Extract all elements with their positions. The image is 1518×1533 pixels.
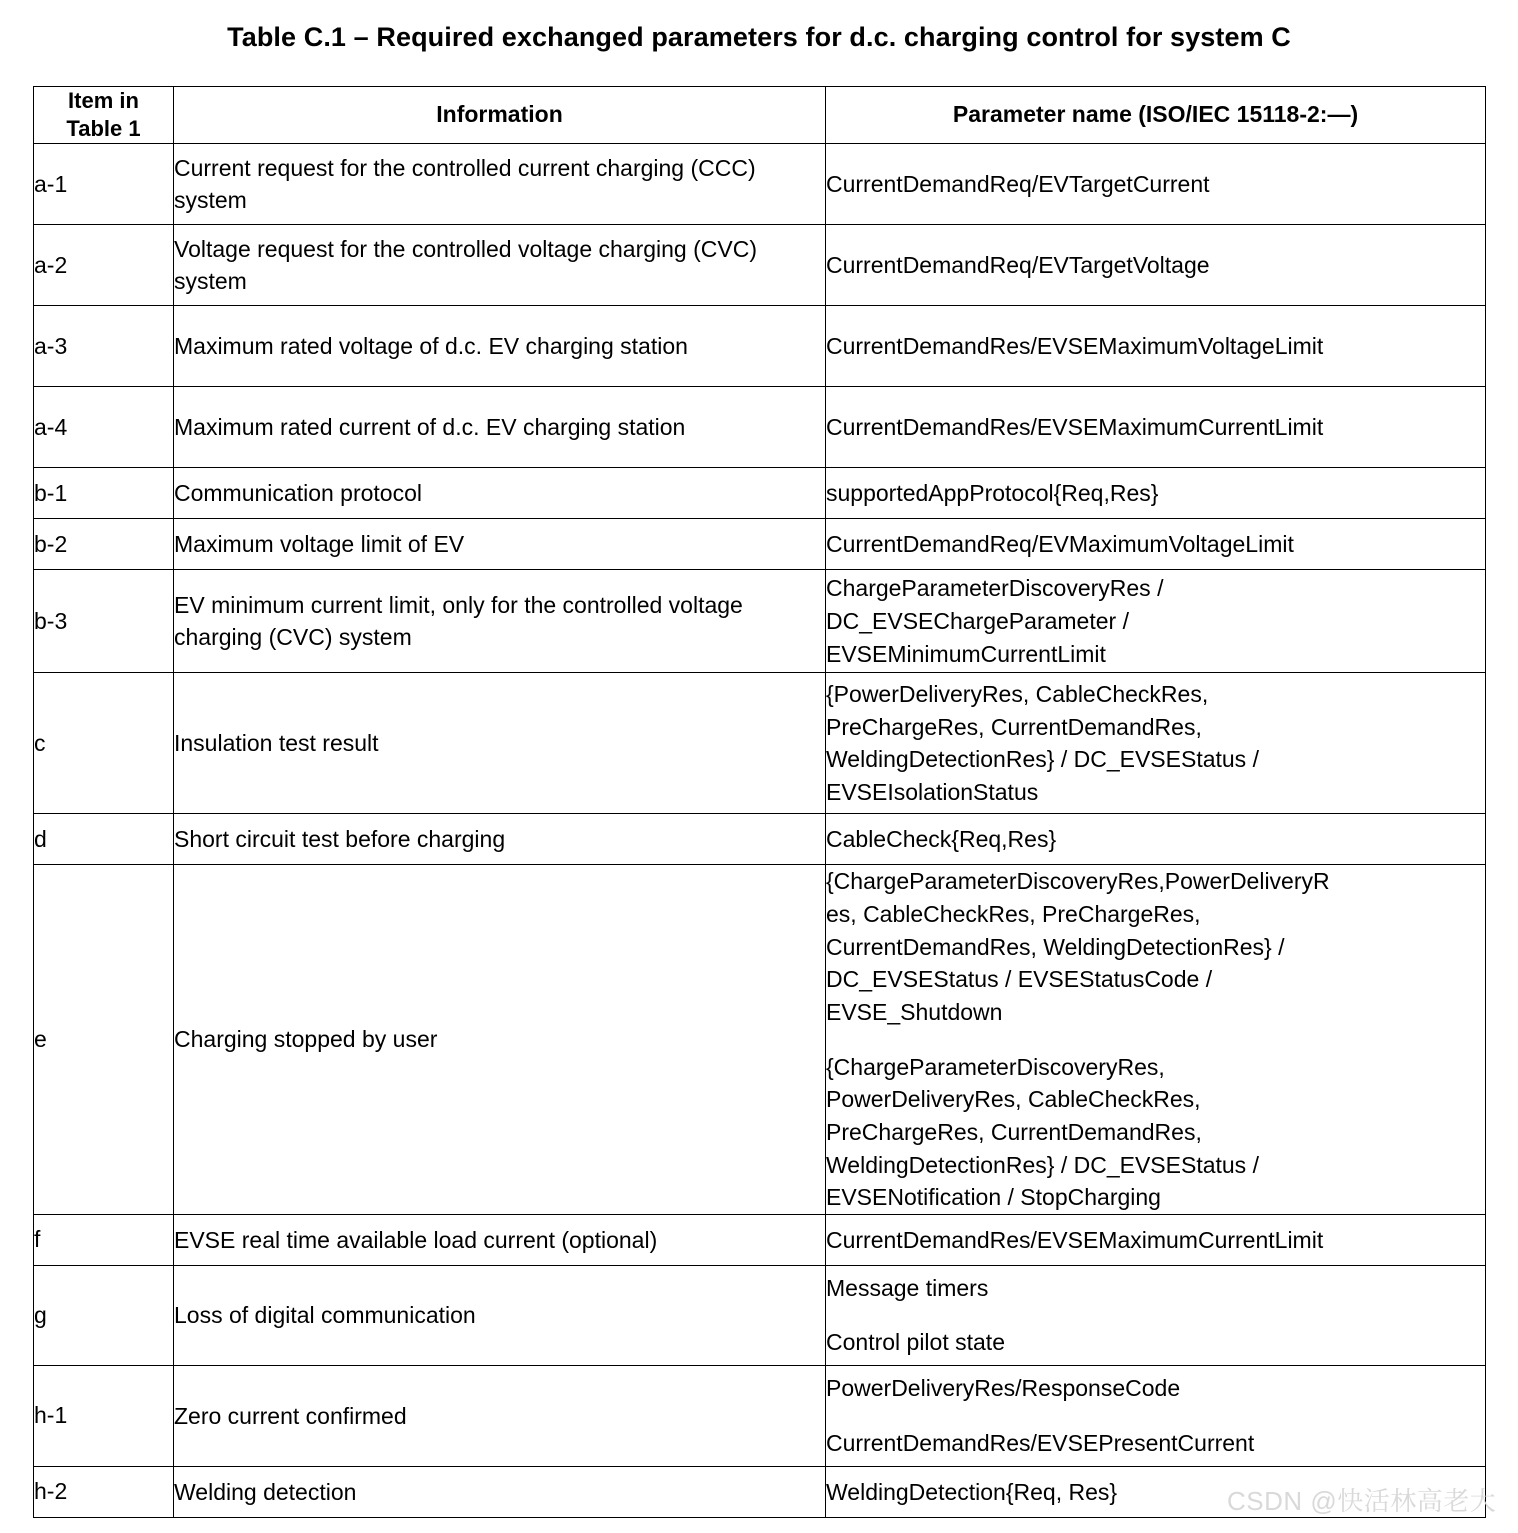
parameter-line: {ChargeParameterDiscoveryRes,PowerDeliveryR <box>826 868 1330 895</box>
cell-item: a-2 <box>34 225 174 306</box>
cell-item: a-4 <box>34 387 174 468</box>
parameter-line: EVSEMinimumCurrentLimit <box>826 640 1106 667</box>
table-row <box>34 1365 1486 1466</box>
table-row <box>34 225 1486 306</box>
parameter-paragraph <box>826 330 1485 363</box>
required-parameters-table <box>33 86 1486 1518</box>
cell-item: a-3 <box>34 306 174 387</box>
cell-parameter <box>826 468 1486 519</box>
parameter-paragraph <box>826 1372 1485 1405</box>
cell-item: b-3 <box>34 570 174 673</box>
cell-parameter <box>826 144 1486 225</box>
parameter-paragraph <box>826 823 1485 856</box>
table-row <box>34 387 1486 468</box>
parameter-paragraph <box>826 411 1485 444</box>
parameter-line: WeldingDetectionRes} / DC_EVSEStatus / <box>826 746 1259 773</box>
cell-information: Short circuit test before charging <box>174 814 826 865</box>
csdn-watermark: CSDN @快活林高老大 <box>1227 1486 1497 1516</box>
table-row <box>34 144 1486 225</box>
parameter-paragraph <box>826 168 1485 201</box>
table-row <box>34 1214 1486 1265</box>
column-header-information: Information <box>174 87 826 144</box>
table-row <box>34 1265 1486 1365</box>
parameter-line: Message timers <box>826 1274 989 1301</box>
parameter-line: CurrentDemandReq/EVTargetVoltage <box>826 251 1210 278</box>
parameter-line: EVSE_Shutdown <box>826 998 1003 1025</box>
parameter-line: CurrentDemandRes/EVSEMaximumVoltageLimit <box>826 332 1324 359</box>
cell-parameter <box>826 519 1486 570</box>
parameter-line: ChargeParameterDiscoveryRes / <box>826 575 1164 602</box>
table-row <box>34 673 1486 814</box>
cell-item: c <box>34 673 174 814</box>
parameter-paragraph <box>826 528 1485 561</box>
header-row <box>34 87 1486 144</box>
parameter-line: DC_EVSEChargeParameter / <box>826 607 1129 634</box>
cell-parameter <box>826 1214 1486 1265</box>
cell-information: EV minimum current limit, only for the controlled voltage charging (CVC) system <box>174 570 826 673</box>
table-row <box>34 519 1486 570</box>
parameter-line: WeldingDetectionRes} / DC_EVSEStatus / <box>826 1151 1259 1178</box>
parameter-line: PreChargeRes, CurrentDemandRes, <box>826 1118 1202 1145</box>
parameter-paragraph <box>826 1051 1485 1214</box>
cell-parameter <box>826 570 1486 673</box>
parameter-paragraph <box>826 1326 1485 1359</box>
cell-information: Voltage request for the controlled voltage charging (CVC) system <box>174 225 826 306</box>
cell-information: Current request for the controlled current charging (CCC) system <box>174 144 826 225</box>
cell-information: Communication protocol <box>174 468 826 519</box>
parameter-line: EVSEIsolationStatus <box>826 778 1039 805</box>
parameter-line: EVSENotification / StopCharging <box>826 1184 1161 1211</box>
cell-information: EVSE real time available load current (optional) <box>174 1214 826 1265</box>
parameter-paragraph <box>826 477 1485 510</box>
cell-information: Maximum rated voltage of d.c. EV charging station <box>174 306 826 387</box>
cell-item: h-1 <box>34 1365 174 1466</box>
cell-item: b-1 <box>34 468 174 519</box>
cell-information: Zero current confirmed <box>174 1365 826 1466</box>
parameter-line: CableCheck{Req,Res} <box>826 825 1057 852</box>
parameter-line: PreChargeRes, CurrentDemandRes, <box>826 713 1202 740</box>
cell-information: Loss of digital communication <box>174 1265 826 1365</box>
cell-item: b-2 <box>34 519 174 570</box>
cell-information: Maximum rated current of d.c. EV charging station <box>174 387 826 468</box>
parameter-line: CurrentDemandReq/EVMaximumVoltageLimit <box>826 530 1294 557</box>
cell-item: a-1 <box>34 144 174 225</box>
cell-item: g <box>34 1265 174 1365</box>
parameter-line: Control pilot state <box>826 1329 1005 1356</box>
table-header <box>34 87 1486 144</box>
parameter-line: supportedAppProtocol{Req,Res} <box>826 479 1159 506</box>
parameter-line: {ChargeParameterDiscoveryRes, <box>826 1053 1165 1080</box>
parameter-line: {PowerDeliveryRes, CableCheckRes, <box>826 681 1209 707</box>
parameter-paragraph <box>826 1272 1485 1305</box>
parameter-line: CurrentDemandRes/EVSEMaximumCurrentLimit <box>826 1226 1324 1253</box>
parameter-line: PowerDeliveryRes/ResponseCode <box>826 1375 1181 1402</box>
cell-information: Insulation test result <box>174 673 826 814</box>
cell-parameter <box>826 387 1486 468</box>
parameter-line: es, CableCheckRes, PreChargeRes, <box>826 900 1201 927</box>
cell-information: Maximum voltage limit of EV <box>174 519 826 570</box>
table-row <box>34 814 1486 865</box>
column-header-item-line1: Item in <box>68 88 139 113</box>
parameter-line: CurrentDemandReq/EVTargetCurrent <box>826 170 1210 197</box>
parameter-paragraph <box>826 1427 1485 1460</box>
table-row <box>34 865 1486 1215</box>
parameter-line: CurrentDemandRes/EVSEMaximumCurrentLimit <box>826 413 1324 440</box>
parameter-paragraph <box>826 1476 1485 1509</box>
parameter-paragraph <box>826 572 1485 670</box>
cell-parameter <box>826 1365 1486 1466</box>
page-title: Table C.1 – Required exchanged parameters for d.c. charging control for system C <box>227 22 1291 52</box>
cell-parameter <box>826 1466 1486 1517</box>
cell-parameter <box>826 865 1486 1215</box>
parameter-paragraph <box>826 865 1485 1028</box>
parameter-line: CurrentDemandRes, WeldingDetectionRes} / <box>826 933 1285 960</box>
cell-information: Charging stopped by user <box>174 865 826 1215</box>
parameter-line: DC_EVSEStatus / EVSEStatusCode / <box>826 966 1213 993</box>
cell-parameter <box>826 814 1486 865</box>
cell-item: d <box>34 814 174 865</box>
table-row <box>34 306 1486 387</box>
column-header-parameter: Parameter name (ISO/IEC 15118-2:—) <box>826 87 1486 144</box>
parameter-line: WeldingDetection{Req, Res} <box>826 1478 1118 1505</box>
parameter-line: CurrentDemandRes/EVSEPresentCurrent <box>826 1429 1255 1456</box>
parameter-line: PowerDeliveryRes, CableCheckRes, <box>826 1086 1201 1113</box>
parameter-paragraph <box>826 249 1485 282</box>
cell-item: f <box>34 1214 174 1265</box>
table-row <box>34 1466 1486 1517</box>
table-row <box>34 468 1486 519</box>
column-header-item-line2: Table 1 <box>66 116 141 142</box>
cell-information: Welding detection <box>174 1466 826 1517</box>
cell-item: e <box>34 865 174 1215</box>
cell-parameter <box>826 306 1486 387</box>
parameter-paragraph <box>826 678 1485 809</box>
cell-item: h-2 <box>34 1466 174 1517</box>
cell-parameter <box>826 1265 1486 1365</box>
cell-parameter <box>826 673 1486 814</box>
parameter-paragraph <box>826 1224 1485 1257</box>
cell-parameter <box>826 225 1486 306</box>
column-header-item <box>34 87 174 144</box>
table-row <box>34 570 1486 673</box>
table-body <box>34 144 1486 1518</box>
